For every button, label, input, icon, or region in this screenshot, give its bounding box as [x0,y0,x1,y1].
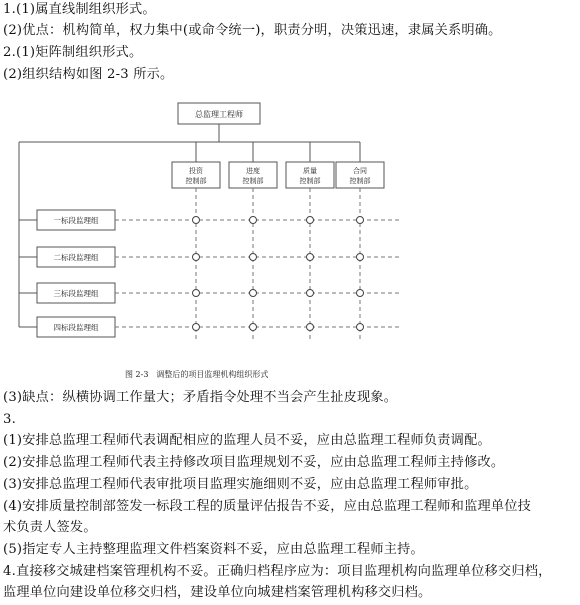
matrix-node [193,324,200,331]
text-line: (2)安排总监理工程师代表主持修改项目监理规划不妥，应由总监理工程师主持修改。 [3,455,505,470]
matrix-node [307,217,314,224]
group-label: 二标段监理组 [53,253,99,262]
matrix-node [357,254,364,261]
dept-label-line1: 投资 [189,167,203,175]
dept-label-line2: 控制部 [349,177,371,185]
text-line: 1.(1)属直线制组织形式。 [3,2,156,17]
text-line: (1)安排总监理工程师代表调配相应的监理人员不妥，应由总监理工程师负责调配。 [3,433,491,448]
matrix-node [250,254,257,261]
text-line: 监理单位向建设单位移交归档，建设单位向城建档案管理机构移交归档。 [3,585,432,600]
group-label: 三标段监理组 [53,289,99,298]
dept-label-line1: 合同 [353,167,367,175]
text-line: (3)安排总监理工程师代表审批项目监理实施细则不妥，应由总监理工程师审批。 [3,477,478,492]
text-line: 3. [3,412,16,427]
figure-caption: 图 2-3 调整后的项目监理机构组织形式 [125,370,269,379]
text-line: (2)组织结构如图 2-3 所示。 [3,67,174,82]
matrix-node [250,290,257,297]
org-chart-figure [0,95,580,395]
dept-label-line2: 控制部 [299,177,321,185]
dept-label-line1: 进度 [246,167,260,175]
text-line: (4)安排质量控制部签发一标段工程的质量评估报告不妥，应由总监理工程师和监理单位技 [3,499,532,514]
matrix-node [193,217,200,224]
matrix-node [193,290,200,297]
text-line: 术负责人签发。 [3,520,97,535]
chief-engineer-label: 总监理工程师 [195,110,243,119]
text-line: (2)优点：机构简单，权力集中(或命令统一)，职责分明，决策迅速，隶属关系明确。 [3,23,502,38]
matrix-node [307,254,314,261]
text-line: 2.(1)矩阵制组织形式。 [3,45,143,60]
dept-label-line1: 质量 [303,167,317,175]
matrix-node [307,290,314,297]
text-line: (5)指定专人主持整理监理文件档案资料不妥，应由总监理工程师主持。 [3,542,424,557]
text-line: 4.直接移交城建档案管理机构不妥。正确归档程序应为：项目监理机构向监理单位移交归档， [3,564,552,579]
matrix-node [250,324,257,331]
matrix-node [307,324,314,331]
matrix-node [193,254,200,261]
matrix-node [357,217,364,224]
text-line: (3)缺点：纵横协调工作量大；矛盾指令处理不当会产生扯皮现象。 [3,390,398,405]
matrix-node [357,290,364,297]
group-label: 一标段监理组 [53,216,99,225]
matrix-node [250,217,257,224]
dept-label-line2: 控制部 [242,177,264,185]
group-label: 四标段监理组 [53,323,99,332]
matrix-node [357,324,364,331]
dept-label-line2: 控制部 [185,177,207,185]
